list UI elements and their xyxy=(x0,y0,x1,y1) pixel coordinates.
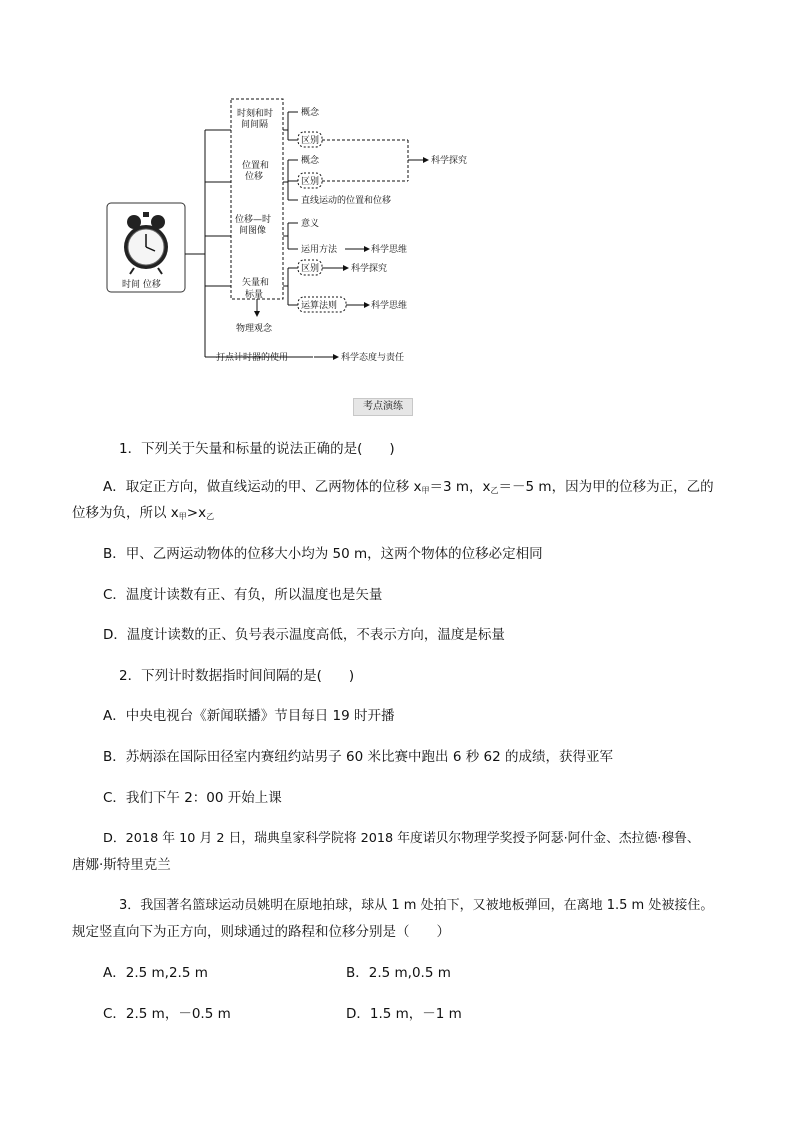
branch-4-item-difference: 区别 xyxy=(301,264,320,274)
q1-option-a-line2: 位移为负，所以 $x_甲>x_乙$ xyxy=(72,505,215,521)
q1-option-b: B．甲、乙两运动物体的位移大小均为 50 m，这两个物体的位移必定相同 xyxy=(103,546,543,562)
branch-4-item-rules: 运算法则 xyxy=(301,301,338,311)
q2-option-c: C．我们下午 2：00 开始上课 xyxy=(103,790,282,806)
branch-2-item-concept: 概念 xyxy=(301,156,320,166)
branch-1-label-line1: 时刻和时 xyxy=(237,109,274,119)
q2-stem: 2．下列计时数据指时间间隔的是( ) xyxy=(119,668,355,684)
branch-3-label-line1: 位移—时 xyxy=(235,215,272,225)
physics-concept-label: 物理观念 xyxy=(236,324,273,334)
q3-option-a: A．2.5 m,2.5 m xyxy=(103,965,208,981)
branch-2-item-linear-motion: 直线运动的位置和位移 xyxy=(301,196,392,206)
branch-1-label-line2: 间间隔 xyxy=(241,120,269,130)
alarm-clock-image xyxy=(107,203,185,292)
q2-option-d-line1: D．2018 年 10 月 2 日，瑞典皇家科学院将 2018 年度诺贝尔物理学奖授予阿瑟·阿什金、杰拉德·穆鲁、 xyxy=(103,831,700,846)
q3-option-d: D．1.5 m，－1 m xyxy=(346,1006,462,1022)
q3-stem-line2: 规定竖直向下为正方向，则球通过的路程和位移分别是（ ） xyxy=(72,924,450,940)
branch-3-label-line2: 间图像 xyxy=(239,226,267,236)
science-inquiry-label-1: 科学探究 xyxy=(431,156,468,166)
q3-option-b: B．2.5 m,0.5 m xyxy=(346,965,451,981)
q1-option-d: D．温度计读数的正、负号表示温度高低，不表示方向，温度是标量 xyxy=(103,627,505,643)
science-inquiry-label-2: 科学探究 xyxy=(351,264,388,274)
branch-4-label-line2: 标量 xyxy=(245,290,264,300)
timer-usage-label: 打点计时器的使用 xyxy=(216,353,289,363)
q2-option-d-line2: 唐娜·斯特里克兰 xyxy=(72,857,171,873)
branch-4-label-line1: 矢量和 xyxy=(242,278,270,288)
q1-option-c: C．温度计读数有正、有负，所以温度也是矢量 xyxy=(103,587,383,603)
q1-stem: 1．下列关于矢量和标量的说法正确的是( ) xyxy=(119,441,395,457)
branch-3-item-method: 运用方法 xyxy=(301,245,338,255)
q3-stem-line1: 3．我国著名篮球运动员姚明在原地拍球，球从 1 m 处拍下，又被地板弹回，在离地 1.5 m 处被接住。 xyxy=(119,898,714,913)
q1-option-a-line1: A．取定正方向，做直线运动的甲、乙两物体的位移 $x_甲=3$ m，$x_乙=-5$ m，因为甲的位移为正，乙的 xyxy=(103,479,714,495)
q3-option-c: C．2.5 m，－0.5 m xyxy=(103,1006,231,1022)
branch-3-item-meaning: 意义 xyxy=(301,219,320,229)
branch-2-label-line2: 位移 xyxy=(245,172,264,182)
q2-option-b: B．苏炳添在国际田径室内赛纽约站男子 60 米比赛中跑出 6 秒 62 的成绩，获得亚军 xyxy=(103,749,613,765)
concept-map-diagram xyxy=(0,0,794,400)
science-thinking-label-1: 科学思维 xyxy=(371,245,408,255)
branch-2-item-difference: 区别 xyxy=(301,177,320,187)
branch-1-item-difference: 区别 xyxy=(301,136,320,146)
branch-2-label-line1: 位置和 xyxy=(242,161,270,171)
science-thinking-label-2: 科学思维 xyxy=(371,301,408,311)
section-badge: 考点演练 xyxy=(353,398,413,416)
science-attitude-label: 科学态度与责任 xyxy=(341,353,405,363)
clock-caption: 时间 位移 xyxy=(122,280,161,290)
q2-option-a: A．中央电视台《新闻联播》节目每日 19 时开播 xyxy=(103,708,395,724)
branch-1-item-concept: 概念 xyxy=(301,108,320,118)
